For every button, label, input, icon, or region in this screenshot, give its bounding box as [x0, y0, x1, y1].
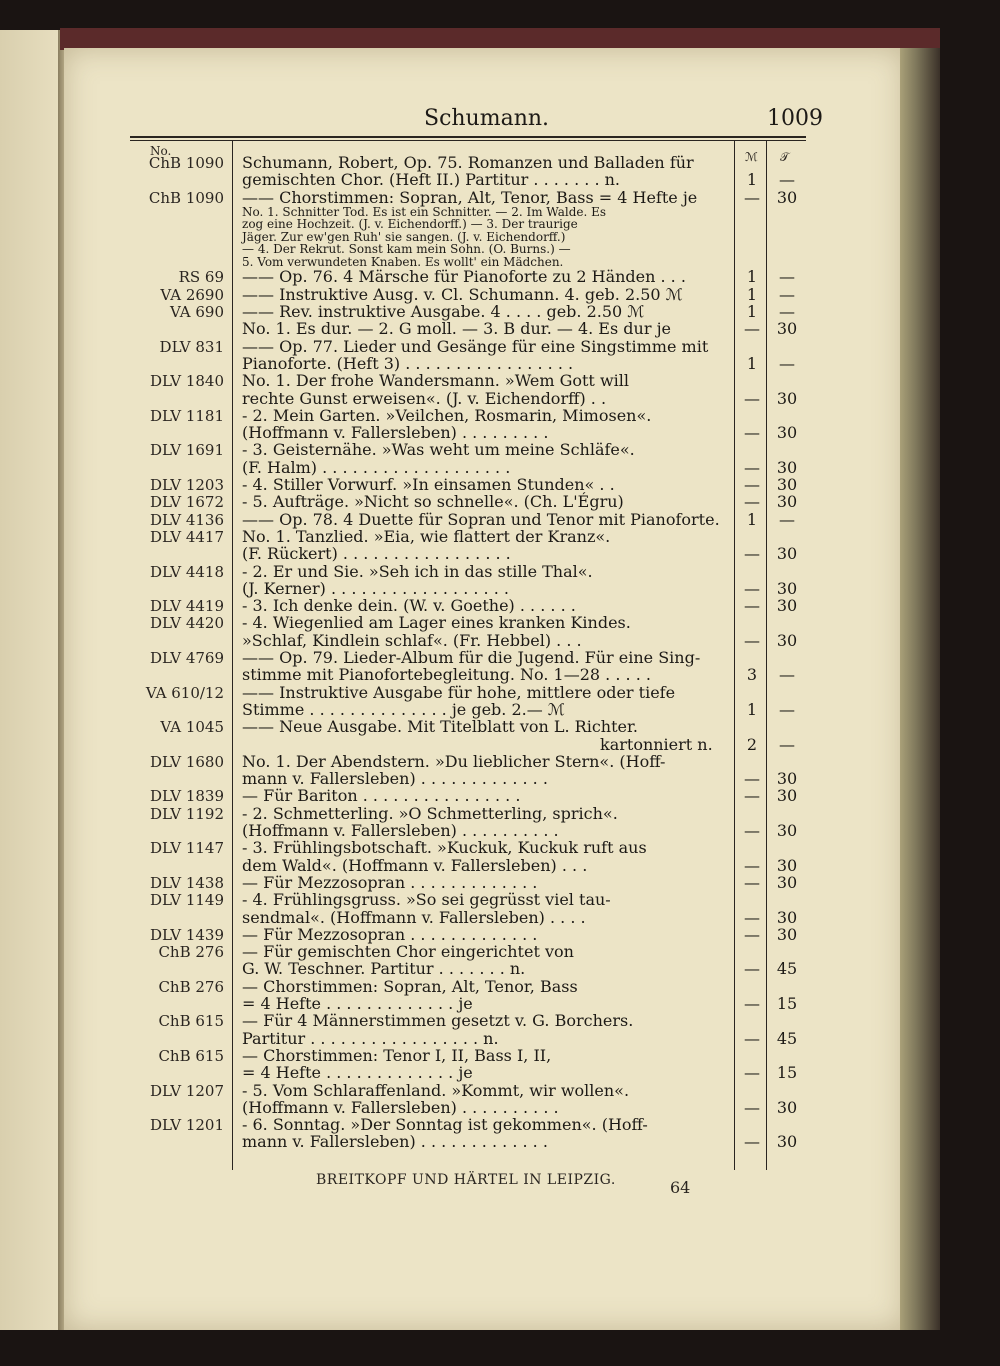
entry-text: (Hoffmann v. Fallersleben) . . . . . . . . . .: [242, 821, 559, 840]
price-pfennig: 30: [776, 423, 798, 443]
price-mark: —: [744, 821, 760, 840]
price-mark: —: [744, 630, 760, 650]
price-mark: 1: [746, 267, 758, 287]
catalog-number: VA 610/12: [145, 683, 224, 702]
catalog-number: DLV 1149: [150, 891, 224, 910]
catalog-entry-row: [0, 995, 806, 1013]
price-mark: —: [744, 1028, 760, 1048]
entry-text: - 3. Ich denke dein. (W. v. Goethe) . . . . . .: [242, 596, 576, 616]
catalog-number: DLV 4769: [150, 649, 224, 667]
catalog-entry-row: [0, 874, 806, 892]
catalog-number: DLV 831: [159, 337, 224, 356]
entry-text: — Für Mezzosopran . . . . . . . . . . . . .: [242, 924, 538, 944]
entry-text: - 5. Aufträge. »Nicht so schnelle«. (Ch. L'Égru): [242, 492, 624, 512]
publisher-footer: BREITKOPF UND HÄRTEL IN LEIPZIG.: [316, 1172, 616, 1188]
price-pfennig: 30: [776, 924, 798, 944]
catalog-entry-row: [0, 649, 806, 667]
entry-text: No. 1. Der Abendstern. »Du lieblicher Stern«. (Hoff-: [242, 751, 666, 771]
catalog-entry-row: [0, 390, 806, 408]
column-header-mark: ℳ: [745, 150, 758, 164]
price-pfennig: 30: [776, 457, 798, 477]
catalog-entry-row: [0, 718, 806, 736]
catalog-entry-row: [0, 424, 806, 442]
catalog-entry-row: [0, 338, 806, 356]
catalog-entry-row: [0, 597, 806, 615]
price-pfennig: 30: [776, 492, 798, 512]
price-mark: —: [744, 769, 760, 789]
catalog-number: VA 1045: [160, 718, 224, 737]
entry-text: —— Op. 77. Lieder und Gesänge für eine Singstimme mit: [242, 336, 709, 356]
entry-text: (Hoffmann v. Fallersleben) . . . . . . . . .: [242, 423, 549, 443]
entry-text: mann v. Fallersleben) . . . . . . . . . . . . .: [242, 769, 548, 789]
catalog-entry-row: [0, 891, 806, 909]
price-pfennig: 30: [776, 596, 798, 616]
column-header-pf: 𝒯: [780, 150, 790, 164]
entry-text: - 3. Frühlingsbotschaft. »Kuckuk, Kuckuk ruft aus: [242, 838, 647, 858]
entry-text: - 4. Wiegenlied am Lager eines kranken Kindes.: [242, 613, 631, 633]
entry-text: kartonniert n.: [600, 734, 713, 754]
catalog-entry-row: [0, 770, 806, 788]
price-mark: —: [744, 959, 760, 979]
catalog-entry-row: [0, 1012, 806, 1030]
price-mark: —: [744, 319, 760, 339]
price-pfennig: 30: [776, 544, 798, 564]
catalog-entry-row: [0, 493, 806, 511]
entry-text: - 5. Vom Schlaraffenland. »Kommt, wir wollen«.: [242, 1080, 630, 1100]
entry-text: — 4. Der Rekrut. Sonst kam mein Sohn. (O. Burns.) —: [242, 242, 571, 257]
catalog-entry-row: [0, 1099, 806, 1117]
entry-text: — Für 4 Männerstimmen gesetzt v. G. Borchers.: [242, 1011, 634, 1031]
catalog-number: VA 690: [169, 303, 224, 321]
price-mark: 2: [746, 734, 758, 754]
catalog-entry-row: [0, 1047, 806, 1065]
entry-text: Pianoforte. (Heft 3) . . . . . . . . . . . . . . . . .: [242, 353, 574, 373]
catalog-entry-row: [0, 563, 806, 581]
price-pfennig: 30: [776, 388, 798, 408]
catalog-entry-row: [0, 787, 806, 805]
catalog-entry-row: [0, 511, 806, 529]
catalog-number: DLV 1147: [150, 839, 224, 858]
entry-text: —— Op. 76. 4 Märsche für Pianoforte zu 2 Händen . . .: [242, 267, 686, 287]
catalog-number: ChB 1090: [148, 154, 224, 172]
price-mark: —: [744, 423, 760, 443]
entry-text: —— Instruktive Ausg. v. Cl. Schumann. 4. geb. 2.50 ℳ: [242, 284, 683, 304]
entry-text: — Für Mezzosopran . . . . . . . . . . . . .: [242, 872, 538, 892]
column-header-no: No.: [150, 144, 172, 158]
entry-text: No. 1. Der frohe Wandersmann. »Wem Gott will: [242, 371, 629, 391]
catalog-number: ChB 276: [158, 977, 224, 996]
entry-text: - 6. Sonntag. »Der Sonntag ist gekommen«. (Hoff-: [242, 1115, 648, 1135]
price-pfennig: 30: [776, 769, 798, 789]
price-pfennig: 30: [776, 907, 798, 927]
price-mark: —: [744, 1097, 760, 1117]
catalog-entry-row: [0, 736, 806, 754]
entry-text: —— Chorstimmen: Sopran, Alt, Tenor, Bass = 4 Hefte je: [242, 187, 698, 207]
catalog-number: DLV 4417: [150, 527, 224, 546]
entry-text: — Chorstimmen: Tenor I, II, Bass I, II,: [242, 1045, 552, 1065]
entry-text: —— Op. 78. 4 Duette für Sopran und Tenor mit Pianoforte.: [242, 509, 720, 529]
price-pfennig: —: [779, 353, 795, 373]
catalog-entry-row: [0, 372, 806, 390]
header-rule: [130, 136, 806, 138]
entry-text: — Für Bariton . . . . . . . . . . . . . . . .: [242, 786, 521, 806]
entry-text: Stimme . . . . . . . . . . . . . . je geb. 2.— ℳ: [242, 699, 565, 719]
catalog-entry-row: [0, 1064, 806, 1082]
price-mark: —: [744, 1132, 760, 1152]
price-mark: —: [744, 1063, 760, 1083]
price-mark: 1: [746, 509, 758, 529]
catalog-entry-row: [0, 154, 806, 172]
entry-text: —— Neue Ausgabe. Mit Titelblatt von L. Richter.: [242, 717, 638, 737]
catalog-entry-row: [0, 407, 806, 425]
catalog-entry-row: [0, 528, 806, 546]
entry-text: mann v. Fallersleben) . . . . . . . . . . . . .: [242, 1132, 548, 1152]
catalog-number: DLV 1839: [150, 787, 224, 806]
price-mark: —: [744, 786, 760, 806]
entry-text: = 4 Hefte . . . . . . . . . . . . . je: [242, 994, 473, 1013]
price-pfennig: —: [779, 665, 795, 685]
price-pfennig: —: [779, 699, 795, 719]
catalog-entry-row: [0, 1133, 806, 1151]
catalog-entry-row: [0, 978, 806, 996]
catalog-entry-row: [0, 268, 806, 286]
entry-text: — Für gemischten Chor eingerichtet von: [242, 942, 574, 962]
price-pfennig: —: [779, 734, 795, 754]
entry-text: (F. Rückert) . . . . . . . . . . . . . . . . .: [242, 544, 511, 564]
catalog-number: DLV 1680: [150, 752, 224, 771]
entry-text: 5. Vom verwundeten Knaben. Es wollt' ein Mädchen.: [242, 254, 564, 269]
price-mark: —: [744, 855, 760, 875]
entry-text: = 4 Hefte . . . . . . . . . . . . . je: [242, 1063, 473, 1083]
price-mark: —: [744, 388, 760, 408]
catalog-entry-row: [0, 580, 806, 598]
catalog-number: DLV 1203: [150, 476, 224, 494]
entry-text: G. W. Teschner. Partitur . . . . . . . n.: [242, 959, 526, 979]
price-pfennig: 45: [776, 1028, 798, 1048]
catalog-number: DLV 1207: [150, 1081, 224, 1100]
running-head-title: Schumann.: [424, 106, 550, 131]
catalog-number: DLV 1439: [150, 925, 224, 944]
catalog-entry-row: [0, 1082, 806, 1100]
catalog-number: DLV 1192: [150, 804, 224, 823]
entry-text: »Schlaf, Kindlein schlaf«. (Fr. Hebbel) . . .: [242, 630, 582, 650]
price-mark: —: [744, 492, 760, 512]
catalog-number: DLV 4419: [150, 597, 224, 616]
catalog-number: DLV 4418: [150, 562, 224, 581]
entry-text: - 2. Schmetterling. »O Schmetterling, sprich«.: [242, 803, 618, 823]
price-pfennig: 15: [776, 994, 798, 1013]
price-pfennig: 30: [776, 821, 798, 840]
price-pfennig: —: [779, 170, 795, 190]
catalog-entry-row: [0, 839, 806, 857]
price-mark: —: [744, 994, 760, 1013]
entry-text: (J. Kerner) . . . . . . . . . . . . . . . . . .: [242, 578, 509, 598]
catalog-entry-row: [0, 666, 806, 684]
catalog-entry-row: [0, 171, 806, 189]
entry-text: - 4. Frühlingsgruss. »So sei gegrüsst viel tau-: [242, 890, 611, 910]
catalog-number: DLV 1691: [150, 441, 224, 460]
catalog-entry-row: [0, 701, 806, 719]
price-pfennig: 30: [776, 319, 798, 339]
price-pfennig: —: [779, 267, 795, 287]
entry-text: —— Rev. instruktive Ausgabe. 4 . . . . geb. 2.50 ℳ: [242, 302, 645, 321]
price-pfennig: 30: [776, 855, 798, 875]
catalog-entry-row: [0, 684, 806, 702]
catalog-number: DLV 1181: [150, 406, 224, 425]
price-mark: —: [744, 924, 760, 944]
price-pfennig: 30: [776, 786, 798, 806]
catalog-entry-row: [0, 822, 806, 840]
price-mark: —: [744, 475, 760, 494]
price-pfennig: 30: [776, 1132, 798, 1152]
price-mark: 1: [746, 284, 758, 304]
price-pfennig: —: [779, 302, 795, 321]
catalog-entry-row: [0, 320, 806, 338]
price-mark: —: [744, 457, 760, 477]
catalog-entry-row: [0, 614, 806, 632]
catalog-entry-row: [0, 459, 806, 477]
entry-text: stimme mit Pianofortebegleitung. No. 1—28 . . . . .: [242, 665, 651, 685]
entry-text: dem Wald«. (Hoffmann v. Fallersleben) . . .: [242, 855, 588, 875]
catalog-entry-row: [0, 1030, 806, 1048]
price-mark: —: [744, 596, 760, 616]
price-mark: 1: [746, 699, 758, 719]
entry-text: Jäger. Zur ew'gen Ruh' sie sangen. (J. v. Eichendorff.): [242, 229, 566, 244]
price-mark: —: [744, 544, 760, 564]
catalog-entry-row: [0, 632, 806, 650]
catalog-number: ChB 615: [158, 1012, 224, 1031]
price-mark: 1: [746, 302, 758, 321]
page-number: 1009: [767, 106, 823, 131]
entry-text: rechte Gunst erweisen«. (J. v. Eichendorff) . .: [242, 388, 607, 408]
entry-text: - 2. Er und Sie. »Seh ich in das stille Thal«.: [242, 561, 593, 581]
entry-text: - 3. Geisternähe. »Was weht um meine Schläfe«.: [242, 440, 635, 460]
entry-text: - 4. Stiller Vorwurf. »In einsamen Stunden« . .: [242, 475, 615, 494]
catalog-number: DLV 1840: [150, 372, 224, 391]
catalog-number: DLV 1672: [150, 493, 224, 512]
catalog-entry-row: [0, 857, 806, 875]
price-pfennig: —: [779, 509, 795, 529]
entry-text: sendmal«. (Hoffmann v. Fallersleben) . . . .: [242, 907, 586, 927]
price-pfennig: 30: [776, 187, 798, 207]
entry-text: gemischten Chor. (Heft II.) Partitur . . . . . . . n.: [242, 170, 621, 190]
entry-text: Schumann, Robert, Op. 75. Romanzen und Balladen für: [242, 153, 694, 172]
price-mark: —: [744, 872, 760, 892]
catalog-entry-row: [0, 545, 806, 563]
entry-text: Partitur . . . . . . . . . . . . . . . . . n.: [242, 1028, 499, 1048]
entry-text: No. 1. Schnitter Tod. Es ist ein Schnitter. — 2. Im Walde. Es: [242, 204, 607, 219]
page-edges: [900, 48, 940, 1330]
catalog-entry-row: [0, 943, 806, 961]
price-pfennig: 30: [776, 1097, 798, 1117]
catalog-entry-row: [0, 355, 806, 373]
catalog-number: DLV 4420: [150, 614, 224, 633]
price-mark: 3: [746, 665, 758, 685]
entry-text: (F. Halm) . . . . . . . . . . . . . . . . . . .: [242, 457, 511, 477]
catalog-entry-row: [0, 753, 806, 771]
catalog-entry-row: [0, 1116, 806, 1134]
price-mark: 1: [746, 170, 758, 190]
price-mark: 1: [746, 353, 758, 373]
catalog-entry-row: [0, 960, 806, 978]
entry-text: No. 1. Es dur. — 2. G moll. — 3. B dur. — 4. Es dur je: [242, 319, 671, 339]
catalog-entry-row: [0, 303, 806, 321]
price-pfennig: 30: [776, 578, 798, 598]
entry-text: —— Instruktive Ausgabe für hohe, mittlere oder tiefe: [242, 682, 676, 702]
catalog-entry-row: [0, 926, 806, 944]
catalog-entry-row: [0, 441, 806, 459]
price-pfennig: 30: [776, 475, 798, 494]
price-mark: —: [744, 907, 760, 927]
catalog-entry-row: [0, 189, 806, 207]
entry-text: - 2. Mein Garten. »Veilchen, Rosmarin, Mimosen«.: [242, 405, 652, 425]
catalog-entry-row: [0, 286, 806, 304]
price-pfennig: —: [779, 284, 795, 304]
catalog-number: RS 69: [178, 268, 224, 287]
entry-text: — Chorstimmen: Sopran, Alt, Tenor, Bass: [242, 976, 578, 996]
catalog-number: ChB 615: [158, 1046, 224, 1065]
book-cover-top: [60, 28, 940, 50]
catalog-number: DLV 4136: [150, 510, 224, 529]
catalog-entry-row: [0, 805, 806, 823]
entry-text: —— Op. 79. Lieder-Album für die Jugend. Für eine Sing-: [242, 648, 701, 667]
price-pfennig: 30: [776, 872, 798, 892]
price-mark: —: [744, 187, 760, 207]
catalog-entry-row: [0, 909, 806, 927]
entry-text: (Hoffmann v. Fallersleben) . . . . . . . . . .: [242, 1097, 559, 1117]
catalog-number: VA 2690: [160, 285, 224, 304]
entry-text: zog eine Hochzeit. (J. v. Eichendorff.) — 3. Der traurige: [242, 217, 578, 232]
price-pfennig: 45: [776, 959, 798, 979]
entry-text: No. 1. Tanzlied. »Eia, wie flattert der Kranz«.: [242, 526, 611, 546]
catalog-number: DLV 1201: [150, 1116, 224, 1135]
catalog-number: ChB 1090: [148, 188, 224, 207]
catalog-number: ChB 276: [158, 943, 224, 962]
signature-mark: 64: [670, 1178, 691, 1197]
catalog-number: DLV 1438: [150, 873, 224, 892]
price-mark: —: [744, 578, 760, 598]
price-pfennig: 30: [776, 630, 798, 650]
price-pfennig: 15: [776, 1063, 798, 1083]
